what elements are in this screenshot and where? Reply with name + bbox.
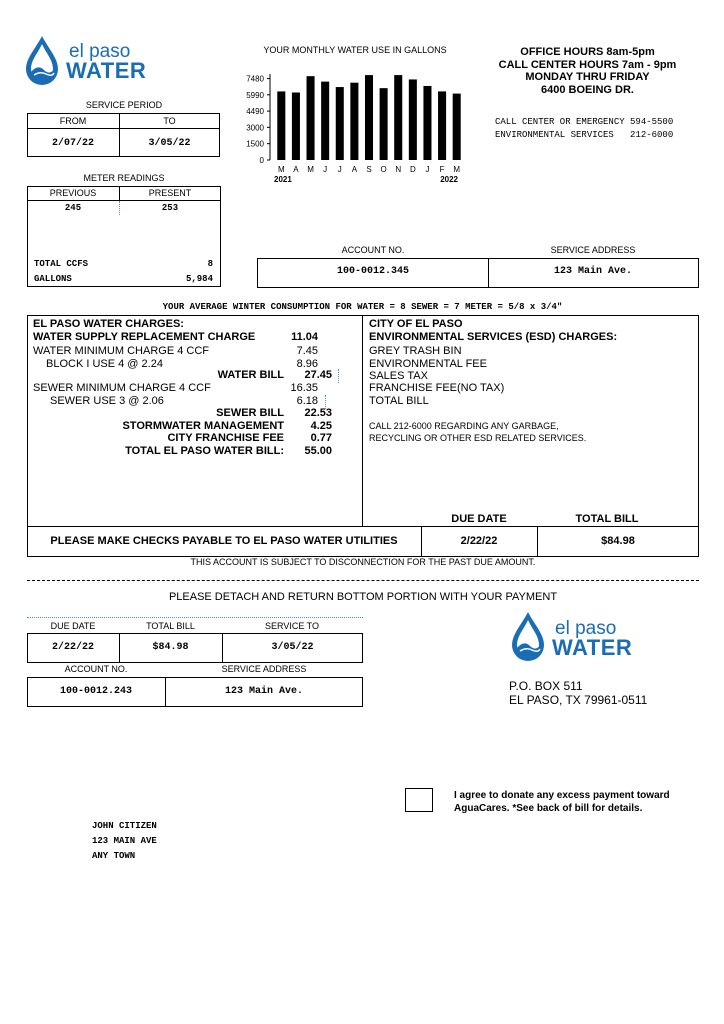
detach-instruction: PLEASE DETACH AND RETURN BOTTOM PORTION WITH YOUR PAYMENT	[168, 591, 558, 603]
water-drop-logo-icon	[22, 34, 62, 88]
usage-bar	[292, 93, 300, 160]
account-no-label: ACCOUNT NO.	[341, 245, 405, 255]
usage-bar	[336, 87, 344, 160]
city-title: CITY OF EL PASO	[369, 318, 463, 330]
usage-bar	[350, 83, 358, 160]
month-label: J	[323, 165, 328, 174]
sewer-bill-value: 22.53	[304, 407, 332, 419]
esd-item-total: TOTAL BILL	[369, 395, 429, 407]
usage-bar	[453, 94, 461, 160]
stub-total-bill: $84.98	[152, 642, 189, 653]
year-start-label: 2021	[274, 175, 292, 184]
month-label: S	[366, 165, 372, 174]
service-address-label: SERVICE ADDRESS	[550, 245, 636, 255]
y-tick-label: 1500	[246, 139, 264, 149]
account-number: 100-0012.345	[336, 266, 409, 277]
sewer-min-label: SEWER MINIMUM CHARGE 4 CCF	[33, 382, 211, 394]
month-label: M	[453, 165, 461, 174]
meter-present-value: 253	[161, 203, 179, 213]
donate-line1: I agree to donate any excess payment toward	[454, 790, 670, 801]
remit-city: EL PASO, TX 79961-0511	[509, 693, 648, 707]
logo-text-el-paso: el paso	[555, 618, 617, 639]
office-hours	[490, 46, 685, 96]
stub-address-label: SERVICE ADDRESS	[221, 664, 307, 674]
water-min-label: WATER MINIMUM CHARGE 4 CCF	[33, 345, 209, 357]
service-to-label: TO	[163, 116, 176, 126]
usage-bar	[423, 86, 431, 160]
stub-service-address: 123 Main Ave.	[224, 686, 303, 697]
stub-account-number: 100-0012.243	[59, 686, 132, 697]
due-date-value: 2/22/22	[460, 535, 498, 547]
usage-bar	[321, 82, 329, 160]
water-drop-logo-icon	[508, 610, 548, 664]
supply-charge-label: WATER SUPPLY REPLACEMENT CHARGE	[33, 331, 256, 343]
esd-item-grey-trash: GREY TRASH BIN	[369, 345, 462, 357]
el-paso-water-logo	[22, 34, 157, 90]
usage-bar-chart	[240, 70, 470, 188]
el-paso-water-logo-bottom	[508, 610, 643, 666]
meter-previous-value: 245	[64, 203, 82, 213]
esd-note-line1: CALL 212-6000 REGARDING ANY GARBAGE,	[369, 421, 559, 431]
esd-item-franchise: FRANCHISE FEE(NO TAX)	[369, 382, 505, 394]
service-to-date: 3/05/22	[148, 138, 191, 149]
donate-checkbox[interactable]	[405, 788, 433, 812]
esd-note-line2: RECYCLING OR OTHER ESD RELATED SERVICES.	[369, 433, 587, 443]
total-ccfs-value: 8	[207, 259, 213, 269]
call-center-phone: 594-5500	[630, 117, 674, 127]
customer-town: ANY TOWN	[92, 851, 136, 861]
esd-item-sales-tax: SALES TAX	[369, 370, 428, 382]
checks-payable: PLEASE MAKE CHECKS PAYABLE TO EL PASO WATER UTILITIES	[50, 535, 398, 547]
customer-name: JOHN CITIZEN	[92, 821, 157, 831]
due-date-label: DUE DATE	[451, 513, 507, 525]
office-hours-line4: 6400 BOEING DR.	[541, 83, 634, 96]
water-min-value: 7.45	[296, 345, 318, 357]
month-label: A	[293, 165, 299, 174]
y-tick-label: 3000	[246, 123, 264, 133]
customer-address	[92, 819, 157, 864]
gallons-value: 5,984	[185, 274, 213, 284]
usage-chart-title: YOUR MONTHLY WATER USE IN GALLONS	[263, 45, 447, 55]
stormwater-value: 4.25	[310, 420, 332, 432]
usage-bar	[394, 75, 402, 160]
month-label: D	[409, 165, 416, 174]
call-center-label: CALL CENTER OR EMERGENCY	[495, 117, 625, 127]
sewer-use-label: SEWER USE 3 @ 2.06	[50, 395, 164, 407]
y-tick-label: 7480	[246, 74, 264, 84]
logo-text-water: WATER	[66, 58, 147, 83]
gallons-label: GALLONS	[34, 274, 72, 284]
stub-account-label: ACCOUNT NO.	[64, 664, 128, 674]
esd-item-env-fee: ENVIRONMENTAL FEE	[369, 358, 487, 370]
stub-service-to-label: SERVICE TO	[264, 621, 320, 631]
total-ep-water-value: 55.00	[304, 445, 332, 457]
service-address: 123 Main Ave.	[553, 266, 632, 277]
detach-line	[27, 580, 699, 581]
donate-line2: AguaCares. *See back of bill for details.	[454, 802, 643, 814]
office-hours-line3: MONDAY THRU FRIDAY	[525, 71, 650, 83]
y-tick-label: 4490	[246, 107, 264, 117]
month-label: F	[439, 165, 445, 174]
logo-text-el-paso: el paso	[69, 41, 131, 62]
sewer-min-value: 16.35	[290, 382, 318, 394]
year-end-label: 2022	[440, 175, 458, 184]
customer-street: 123 MAIN AVE	[92, 836, 157, 846]
city-franchise-label: CITY FRANCHISE FEE	[167, 432, 284, 444]
env-services-phone: 212-6000	[630, 130, 674, 140]
total-bill-value: $84.98	[601, 535, 635, 547]
stub-due-date: 2/22/22	[51, 642, 94, 653]
remit-po-box: P.O. BOX 511	[509, 679, 583, 693]
esd-title: ENVIRONMENTAL SERVICES (ESD) CHARGES:	[369, 331, 618, 343]
service-from-label: FROM	[59, 116, 87, 126]
env-services-label: ENVIRONMENTAL SERVICES	[495, 130, 614, 140]
meter-present-label: PRESENT	[148, 188, 192, 198]
month-label: M	[307, 165, 314, 174]
y-tick-label: 5990	[246, 90, 264, 100]
usage-bar	[409, 79, 417, 160]
total-bill-label: TOTAL BILL	[575, 513, 639, 525]
supply-charge-value: 11.04	[291, 331, 318, 343]
donate-text	[454, 790, 670, 815]
total-ccfs-label: TOTAL CCFS	[34, 259, 89, 269]
meter-readings-title: METER READINGS	[83, 173, 165, 183]
month-label: M	[277, 165, 285, 174]
winter-average: YOUR AVERAGE WINTER CONSUMPTION FOR WATER = 8 SEWER = 7 METER = 5/8 x 3/4"	[162, 302, 563, 312]
block-use-label: BLOCK I USE 4 @ 2.24	[46, 358, 163, 370]
stub-due-date-label: DUE DATE	[50, 621, 96, 631]
sewer-bill-label: SEWER BILL	[216, 407, 284, 419]
sewer-use-value: 6.18	[296, 395, 318, 407]
stub-total-bill-label: TOTAL BILL	[146, 621, 195, 631]
y-tick-label: 0	[259, 156, 264, 165]
stub-service-to: 3/05/22	[271, 642, 314, 653]
block-use-value: 8.96	[296, 358, 318, 370]
month-label: A	[351, 165, 358, 174]
water-bill-value: 27.45	[304, 369, 332, 381]
total-ep-water-label: TOTAL EL PASO WATER BILL:	[125, 445, 284, 457]
office-hours-line1: OFFICE HOURS 8am-5pm	[520, 46, 655, 58]
month-label: J	[337, 165, 342, 174]
remit-address	[509, 679, 647, 707]
logo-text-water: WATER	[552, 635, 633, 660]
usage-bar	[307, 76, 315, 160]
office-hours-line2: CALL CENTER HOURS 7am - 9pm	[498, 58, 677, 71]
meter-readings-box	[27, 186, 221, 287]
service-period-title: SERVICE PERIOD	[85, 100, 163, 110]
water-bill-label: WATER BILL	[217, 369, 284, 381]
ep-charges-title: EL PASO WATER CHARGES:	[33, 318, 184, 330]
service-from-date: 2/07/22	[51, 138, 94, 149]
month-label: O	[380, 165, 387, 174]
month-label: J	[425, 165, 430, 174]
usage-bar	[365, 75, 373, 160]
contact-phones	[495, 116, 695, 142]
usage-bar	[277, 91, 285, 160]
stormwater-label: STORMWATER MANAGEMENT	[122, 420, 284, 432]
month-label: N	[395, 165, 402, 174]
city-franchise-value: 0.77	[310, 432, 332, 444]
usage-bar	[438, 91, 446, 160]
disconnection-notice: THIS ACCOUNT IS SUBJECT TO DISCONNECTION FOR THE PAST DUE AMOUNT.	[190, 557, 536, 567]
meter-previous-label: PREVIOUS	[49, 188, 97, 198]
usage-bar	[380, 88, 388, 160]
